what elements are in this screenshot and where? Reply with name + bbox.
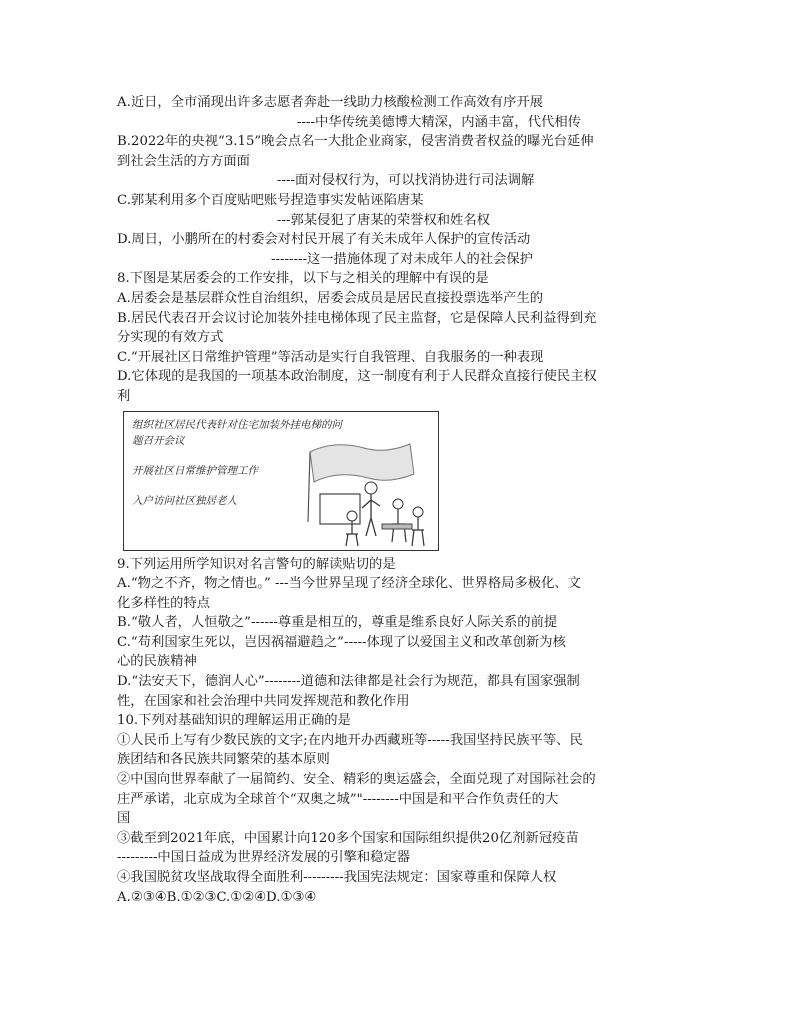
q10-stem: 10.下列对基础知识的理解运用正确的是	[117, 713, 351, 729]
q7-option-d: D.周日，小鹏所在的村委会对村民开展了有关未成年人保护的宣传活动	[117, 232, 531, 248]
q9-option-d: D.“法安天下，德润人心”--------道德和法律都是社会行为规范，都具有国家强制	[117, 674, 580, 690]
figure-item-1-cont: 题召开会议	[132, 434, 185, 447]
q10-statement-1: ①人民币上写有少数民族的文字;在内地开办西藏班等-----我国坚持民族平等、民	[117, 732, 583, 748]
q7-option-b: B.2022年的央视“3.15”晚会点名一大批企业商家，侵害消费者权益的曝光台延伸	[117, 134, 594, 150]
q9-stem: 9.下列运用所学知识对名言警句的解读贴切的是	[117, 556, 396, 572]
q8-option-a: A.居委会是基层群众性自治组织，居委会成员是居民直接投票选举产生的	[117, 290, 544, 306]
q9-option-d-cont: 性，在国家和社会治理中共同发挥规范和教化作用	[117, 693, 410, 709]
q10-statement-2-cont: 庄严承诺，北京成为全球首个“双奥之城”"--------中国是和平合作负责任的大	[117, 791, 559, 807]
figure-item-2: 开展社区日常维护管理工作	[132, 464, 258, 477]
q10-options: A.②③④B.①②③C.①②④D.①③④	[117, 889, 317, 905]
q10-statement-2-cont2: 国	[117, 811, 131, 827]
q10-statement-1-cont: 族团结和各民族共同繁荣的基本原则	[117, 752, 330, 768]
q8-option-d: D.它体现的是我国的一项基本政治制度，这一制度有利于人民群众直接行使民主权	[117, 369, 597, 385]
figure-item-3: 入户访问社区独居老人	[132, 494, 237, 507]
q8-option-b-cont: 分实现的有效方式	[117, 330, 224, 346]
q9-option-c-cont: 心的民族精神	[117, 654, 197, 670]
q10-statement-3-cont: ---------中国日益成为世界经济发展的引擎和稳定器	[117, 850, 411, 866]
question-page	[117, 93, 683, 907]
q9-option-c: C.“苟利国家生死以，岂因祸福避趋之”-----体现了以爱国主义和改革创新为核	[117, 634, 566, 650]
q10-statement-3: ③截至到2021年底，中国累计向120多个国家和国际组织提供20亿剂新冠疫苗	[117, 830, 579, 846]
q8-option-b: B.居民代表召开会议讨论加装外挂电梯体现了民主监督，它是保障人民利益得到充	[117, 310, 597, 326]
q7-option-a: A.近日，全市涌现出许多志愿者奔赴一线助力核酸检测工作高效有序开展	[117, 95, 544, 110]
q8-stem: 8.下图是某居委会的工作安排，以下与之相关的理解中有误的是	[117, 271, 489, 287]
q9-option-b: B.“敬人者，人恒敬之”------尊重是相互的，尊重是维系良好人际关系的前提	[117, 615, 558, 631]
q8-option-c: C.“开展社区日常维护管理”等活动是实行自我管理、自我服务的一种表现	[117, 349, 544, 365]
q7-option-b-cont: 到社会生活的方方面面	[117, 153, 250, 169]
q7-option-d-explain: --------这一措施体现了对未成年人的社会保护	[271, 251, 533, 267]
figure-item-1: 组织社区居民代表针对住宅加装外挂电梯的问	[132, 418, 342, 431]
q7-option-b-explain: ----面对侵权行为，可以找消协进行司法调解	[277, 173, 535, 189]
q10-statement-4: ④我国脱贫攻坚战取得全面胜利---------我国宪法规定：国家尊重和保障人权	[117, 870, 557, 885]
q8-option-d-cont: 利	[117, 388, 131, 404]
q7-option-c: C.郭某利用多个百度贴吧账号捏造事实发帖诬陷唐某	[117, 192, 424, 208]
q7-option-c-explain: ---郭某侵犯了唐某的荣誉权和姓名权	[277, 212, 490, 228]
q9-option-a-cont: 化多样性的特点	[117, 595, 211, 611]
q7-option-a-explain: ----中华传统美德博大精深，内涵丰富，代代相传	[297, 114, 581, 130]
q10-statement-2: ②中国向世界奉献了一届简约、安全、精彩的奥运盛会，全面兑现了对国际社会的	[117, 772, 596, 788]
committee-work-figure	[123, 411, 439, 551]
q9-option-a: A.“物之不齐，物之情也。” ---当今世界呈现了经济全球化、世界格局多极化、文	[117, 576, 581, 592]
